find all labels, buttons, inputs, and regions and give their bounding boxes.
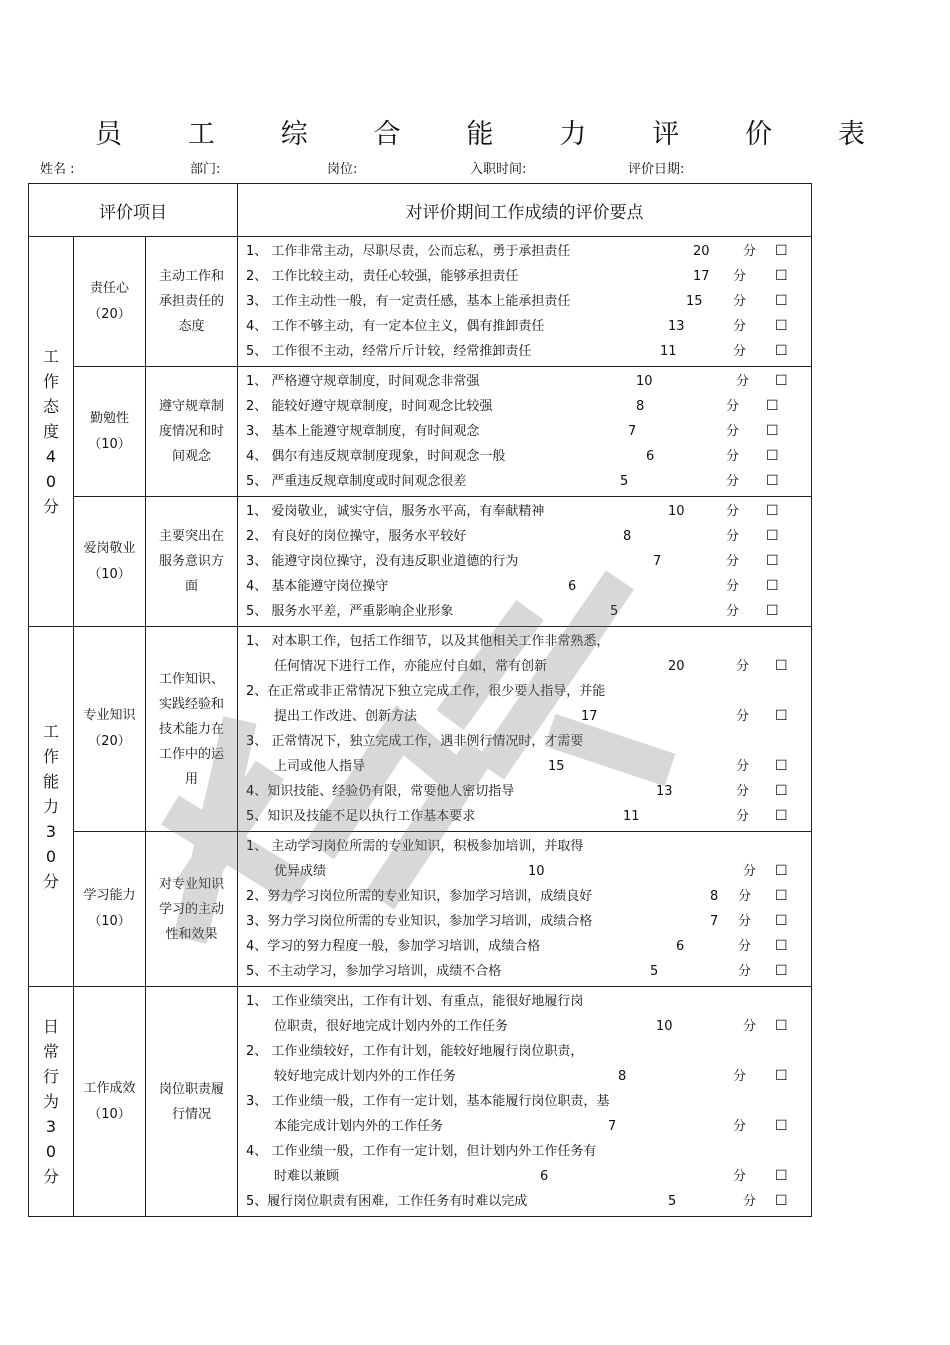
score-value: 15 <box>548 759 565 774</box>
criteria-item <box>238 239 811 264</box>
sub-item-description: 主动工作和承担责任的态度 <box>146 237 238 367</box>
criteria-item <box>238 444 811 469</box>
criteria-item <box>238 394 811 419</box>
points-unit: 分 <box>743 864 757 879</box>
score-checkbox[interactable]: ☐ <box>775 343 788 359</box>
score-value: 5 <box>610 604 619 619</box>
category-cell <box>29 627 74 987</box>
category-label: 工作能力30分 <box>42 722 59 891</box>
criteria-text-continued: 任何情况下进行工作，亦能应付自如，常有创新 <box>274 659 548 674</box>
criteria-text-continued: 位职责，很好地完成计划内外的工作任务 <box>274 1019 509 1034</box>
score-checkbox[interactable]: ☐ <box>775 658 788 674</box>
points-unit: 分 <box>733 1069 747 1084</box>
score-checkbox[interactable]: ☐ <box>775 1118 788 1134</box>
criteria-text: 1、 对本职工作，包括工作细节，以及其他相关工作非常熟悉， <box>246 634 610 649</box>
sub-item-label: 专业知识（20） <box>74 627 146 832</box>
criteria-cell <box>238 987 812 1217</box>
name-label: 姓名 : <box>40 162 75 177</box>
criteria-text: 4、学习的努力程度一般，参加学习培训，成绩合格 <box>246 939 541 954</box>
criteria-item <box>238 629 811 679</box>
score-value: 20 <box>693 244 710 259</box>
title-char: 综 <box>280 119 308 150</box>
criteria-text-continued: 优异成绩 <box>274 864 327 879</box>
criteria-text: 3、 基本上能遵守规章制度，有时间观念 <box>246 424 480 439</box>
score-value: 7 <box>608 1119 617 1134</box>
score-value: 6 <box>676 939 685 954</box>
points-unit: 分 <box>738 889 752 904</box>
points-unit: 分 <box>736 784 750 799</box>
criteria-item <box>238 834 811 884</box>
criteria-text: 5、 严重违反规章制度或时间观念很差 <box>246 474 467 489</box>
criteria-item <box>238 264 811 289</box>
points-unit: 分 <box>733 1169 747 1184</box>
criteria-text: 2、 有良好的岗位操守，服务水平较好 <box>246 529 467 544</box>
criteria-item <box>238 524 811 549</box>
title-char: 评 <box>652 119 680 150</box>
criteria-text: 3、努力学习岗位所需的专业知识，参加学习培训，成绩合格 <box>246 914 593 929</box>
score-value: 6 <box>646 449 655 464</box>
criteria-text-continued: 时难以兼顾 <box>274 1169 340 1184</box>
score-checkbox[interactable]: ☐ <box>766 448 779 464</box>
criteria-cell <box>238 627 812 832</box>
score-value: 8 <box>636 399 645 414</box>
points-unit: 分 <box>726 529 740 544</box>
score-value: 6 <box>568 579 577 594</box>
score-checkbox[interactable]: ☐ <box>766 603 779 619</box>
points-unit: 分 <box>736 659 750 674</box>
points-unit: 分 <box>736 709 750 724</box>
score-checkbox[interactable]: ☐ <box>766 423 779 439</box>
score-checkbox[interactable]: ☐ <box>775 888 788 904</box>
sub-item-label: 工作成效（10） <box>74 987 146 1217</box>
points-unit: 分 <box>738 964 752 979</box>
criteria-text-continued: 本能完成计划内外的工作任务 <box>274 1119 444 1134</box>
score-value: 17 <box>581 709 598 724</box>
score-value: 8 <box>623 529 632 544</box>
points-unit: 分 <box>743 1194 757 1209</box>
criteria-text-continued: 提出工作改进、创新方法 <box>274 709 418 724</box>
criteria-text: 2、 工作业绩较好，工作有计划，能较好地履行岗位职责， <box>246 1044 584 1059</box>
title-char: 表 <box>838 119 865 150</box>
points-unit: 分 <box>733 344 747 359</box>
score-value: 10 <box>636 374 653 389</box>
category-label: 工作态度40分 <box>42 347 59 516</box>
points-unit: 分 <box>736 759 750 774</box>
criteria-cell <box>238 497 812 627</box>
title-char: 力 <box>559 119 587 150</box>
criteria-item <box>238 339 811 364</box>
criteria-item <box>238 959 811 984</box>
evaluation-date-label: 评价日期: <box>628 162 685 177</box>
points-unit: 分 <box>726 474 740 489</box>
criteria-item <box>238 779 811 804</box>
title-char: 能 <box>466 119 494 150</box>
criteria-text: 3、 工作主动性一般，有一定责任感，基本上能承担责任 <box>246 294 571 309</box>
form-title <box>95 112 865 151</box>
criteria-item <box>238 909 811 934</box>
score-value: 7 <box>710 914 719 929</box>
criteria-item <box>238 289 811 314</box>
score-value: 8 <box>618 1069 627 1084</box>
criteria-text: 4、 基本能遵守岗位操守 <box>246 579 389 594</box>
points-unit: 分 <box>738 939 752 954</box>
criteria-item <box>238 729 811 779</box>
score-checkbox[interactable]: ☐ <box>775 268 788 284</box>
criteria-text: 5、 工作很不主动，经常斤斤计较，经常推卸责任 <box>246 344 532 359</box>
criteria-text: 5、履行岗位职责有困难，工作任务有时难以完成 <box>246 1194 528 1209</box>
criteria-item <box>238 989 811 1039</box>
category-cell <box>29 987 74 1217</box>
criteria-item <box>238 469 811 494</box>
criteria-text: 5、知识及技能不足以执行工作基本要求 <box>246 809 476 824</box>
criteria-cell <box>238 832 812 987</box>
points-unit: 分 <box>733 294 747 309</box>
points-unit: 分 <box>738 914 752 929</box>
criteria-text: 4、 偶尔有违反规章制度现象，时间观念一般 <box>246 449 506 464</box>
title-char: 员 <box>95 119 122 150</box>
criteria-item <box>238 574 811 599</box>
criteria-text: 5、 服务水平差，严重影响企业形象 <box>246 604 454 619</box>
points-unit: 分 <box>733 1119 747 1134</box>
score-value: 13 <box>656 784 673 799</box>
score-value: 10 <box>656 1019 673 1034</box>
score-value: 10 <box>668 504 685 519</box>
score-value: 13 <box>668 319 685 334</box>
criteria-text: 3、 工作业绩一般，工作有一定计划，基本能履行岗位职责，基 <box>246 1094 610 1109</box>
score-value: 17 <box>693 269 710 284</box>
criteria-cell <box>238 367 812 497</box>
score-value: 11 <box>623 809 640 824</box>
sub-item-label: 责任心（20） <box>74 237 146 367</box>
criteria-text: 2、 工作比较主动，责任心较强，能够承担责任 <box>246 269 519 284</box>
score-value: 20 <box>668 659 685 674</box>
points-unit: 分 <box>726 554 740 569</box>
department-label: 部门: <box>190 162 221 177</box>
criteria-text: 4、 工作不够主动，有一定本位主义，偶有推卸责任 <box>246 319 545 334</box>
sub-item-description: 主要突出在服务意识方面 <box>146 497 238 627</box>
score-checkbox[interactable]: ☐ <box>775 963 788 979</box>
score-checkbox[interactable]: ☐ <box>775 1018 788 1034</box>
points-unit: 分 <box>726 399 740 414</box>
criteria-text: 1、 爱岗敬业，诚实守信，服务水平高，有奉献精神 <box>246 504 545 519</box>
score-checkbox[interactable]: ☐ <box>775 938 788 954</box>
criteria-item <box>238 599 811 624</box>
criteria-cell <box>238 237 812 367</box>
title-char: 价 <box>745 119 773 150</box>
score-checkbox[interactable]: ☐ <box>775 293 788 309</box>
criteria-item <box>238 419 811 444</box>
criteria-item <box>238 499 811 524</box>
score-checkbox[interactable]: ☐ <box>766 398 779 414</box>
sub-item-description: 对专业知识学习的主动性和效果 <box>146 832 238 987</box>
category-label: 日常行为30分 <box>42 1017 59 1186</box>
score-value: 6 <box>540 1169 549 1184</box>
title-char: 合 <box>373 119 401 150</box>
criteria-item <box>238 369 811 394</box>
criteria-text: 1、 工作非常主动，尽职尽责，公而忘私，勇于承担责任 <box>246 244 571 259</box>
score-checkbox[interactable]: ☐ <box>766 528 779 544</box>
criteria-text: 3、 能遵守岗位操守，没有违反职业道德的行为 <box>246 554 519 569</box>
score-checkbox[interactable]: ☐ <box>775 1168 788 1184</box>
points-unit: 分 <box>736 809 750 824</box>
criteria-text: 1、 工作业绩突出，工作有计划、有重点，能很好地履行岗 <box>246 994 584 1009</box>
points-unit: 分 <box>726 424 740 439</box>
score-checkbox[interactable]: ☐ <box>766 473 779 489</box>
score-value: 5 <box>668 1194 677 1209</box>
score-checkbox[interactable]: ☐ <box>775 243 788 259</box>
score-checkbox[interactable]: ☐ <box>775 1068 788 1084</box>
criteria-item <box>238 1189 811 1214</box>
points-unit: 分 <box>733 319 747 334</box>
score-checkbox[interactable]: ☐ <box>775 318 788 334</box>
points-unit: 分 <box>726 579 740 594</box>
points-unit: 分 <box>736 374 750 389</box>
criteria-item <box>238 934 811 959</box>
score-checkbox[interactable]: ☐ <box>775 783 788 799</box>
sub-item-description: 工作知识、实践经验和技术能力在工作中的运用 <box>146 627 238 832</box>
score-checkbox[interactable]: ☐ <box>775 1193 788 1209</box>
criteria-text: 4、 工作业绩一般，工作有一定计划，但计划内外工作任务有 <box>246 1144 597 1159</box>
criteria-text: 2、在正常或非正常情况下独立完成工作，很少要人指导，并能 <box>246 684 606 699</box>
criteria-text: 2、努力学习岗位所需的专业知识，参加学习培训，成绩良好 <box>246 889 593 904</box>
sub-item-label: 爱岗敬业（10） <box>74 497 146 627</box>
points-unit: 分 <box>726 449 740 464</box>
points-unit: 分 <box>733 269 747 284</box>
title-char: 工 <box>187 119 215 150</box>
points-unit: 分 <box>726 604 740 619</box>
sub-item-label: 勤勉性（10） <box>74 367 146 497</box>
criteria-item <box>238 1089 811 1139</box>
score-checkbox[interactable]: ☐ <box>775 373 788 389</box>
criteria-text: 1、 严格遵守规章制度，时间观念非常强 <box>246 374 480 389</box>
score-checkbox[interactable]: ☐ <box>775 863 788 879</box>
score-value: 11 <box>660 344 677 359</box>
criteria-item <box>238 804 811 829</box>
points-unit: 分 <box>743 1019 757 1034</box>
score-value: 10 <box>528 864 545 879</box>
sub-item-description: 岗位职责履行情况 <box>146 987 238 1217</box>
score-value: 7 <box>628 424 637 439</box>
criteria-text-continued: 较好地完成计划内外的工作任务 <box>274 1069 457 1084</box>
criteria-text: 4、知识技能、经验仍有限，常要他人密切指导 <box>246 784 515 799</box>
criteria-item <box>238 549 811 574</box>
score-value: 8 <box>710 889 719 904</box>
score-checkbox[interactable]: ☐ <box>766 553 779 569</box>
score-checkbox[interactable]: ☐ <box>766 578 779 594</box>
criteria-text: 5、不主动学习，参加学习培训，成绩不合格 <box>246 964 502 979</box>
score-checkbox[interactable]: ☐ <box>775 758 788 774</box>
criteria-item <box>238 1139 811 1189</box>
score-value: 5 <box>650 964 659 979</box>
sub-item-description: 遵守规章制度情况和时间观念 <box>146 367 238 497</box>
category-cell <box>29 237 74 627</box>
entry-date-label: 入职时间: <box>470 162 527 177</box>
criteria-text: 3、 正常情况下，独立完成工作，遇非例行情况时，才需要 <box>246 734 584 749</box>
sub-item-label: 学习能力（10） <box>74 832 146 987</box>
header-evaluation-points: 对评价期间工作成绩的评价要点 <box>238 184 812 237</box>
points-unit: 分 <box>743 244 757 259</box>
criteria-item <box>238 679 811 729</box>
evaluation-table <box>28 183 812 1217</box>
criteria-text: 2、 能较好遵守规章制度，时间观念比较强 <box>246 399 493 414</box>
score-checkbox[interactable]: ☐ <box>775 913 788 929</box>
criteria-item <box>238 314 811 339</box>
criteria-item <box>238 884 811 909</box>
criteria-text-continued: 上司或他人指导 <box>274 759 366 774</box>
score-checkbox[interactable]: ☐ <box>775 708 788 724</box>
header-evaluation-item: 评价项目 <box>29 184 238 237</box>
score-value: 15 <box>686 294 703 309</box>
position-label: 岗位: <box>327 162 358 177</box>
points-unit: 分 <box>726 504 740 519</box>
criteria-item <box>238 1039 811 1089</box>
score-checkbox[interactable]: ☐ <box>766 503 779 519</box>
score-value: 7 <box>653 554 662 569</box>
score-value: 5 <box>620 474 629 489</box>
criteria-text: 1、 主动学习岗位所需的专业知识，积极参加培训，并取得 <box>246 839 584 854</box>
score-checkbox[interactable]: ☐ <box>775 808 788 824</box>
